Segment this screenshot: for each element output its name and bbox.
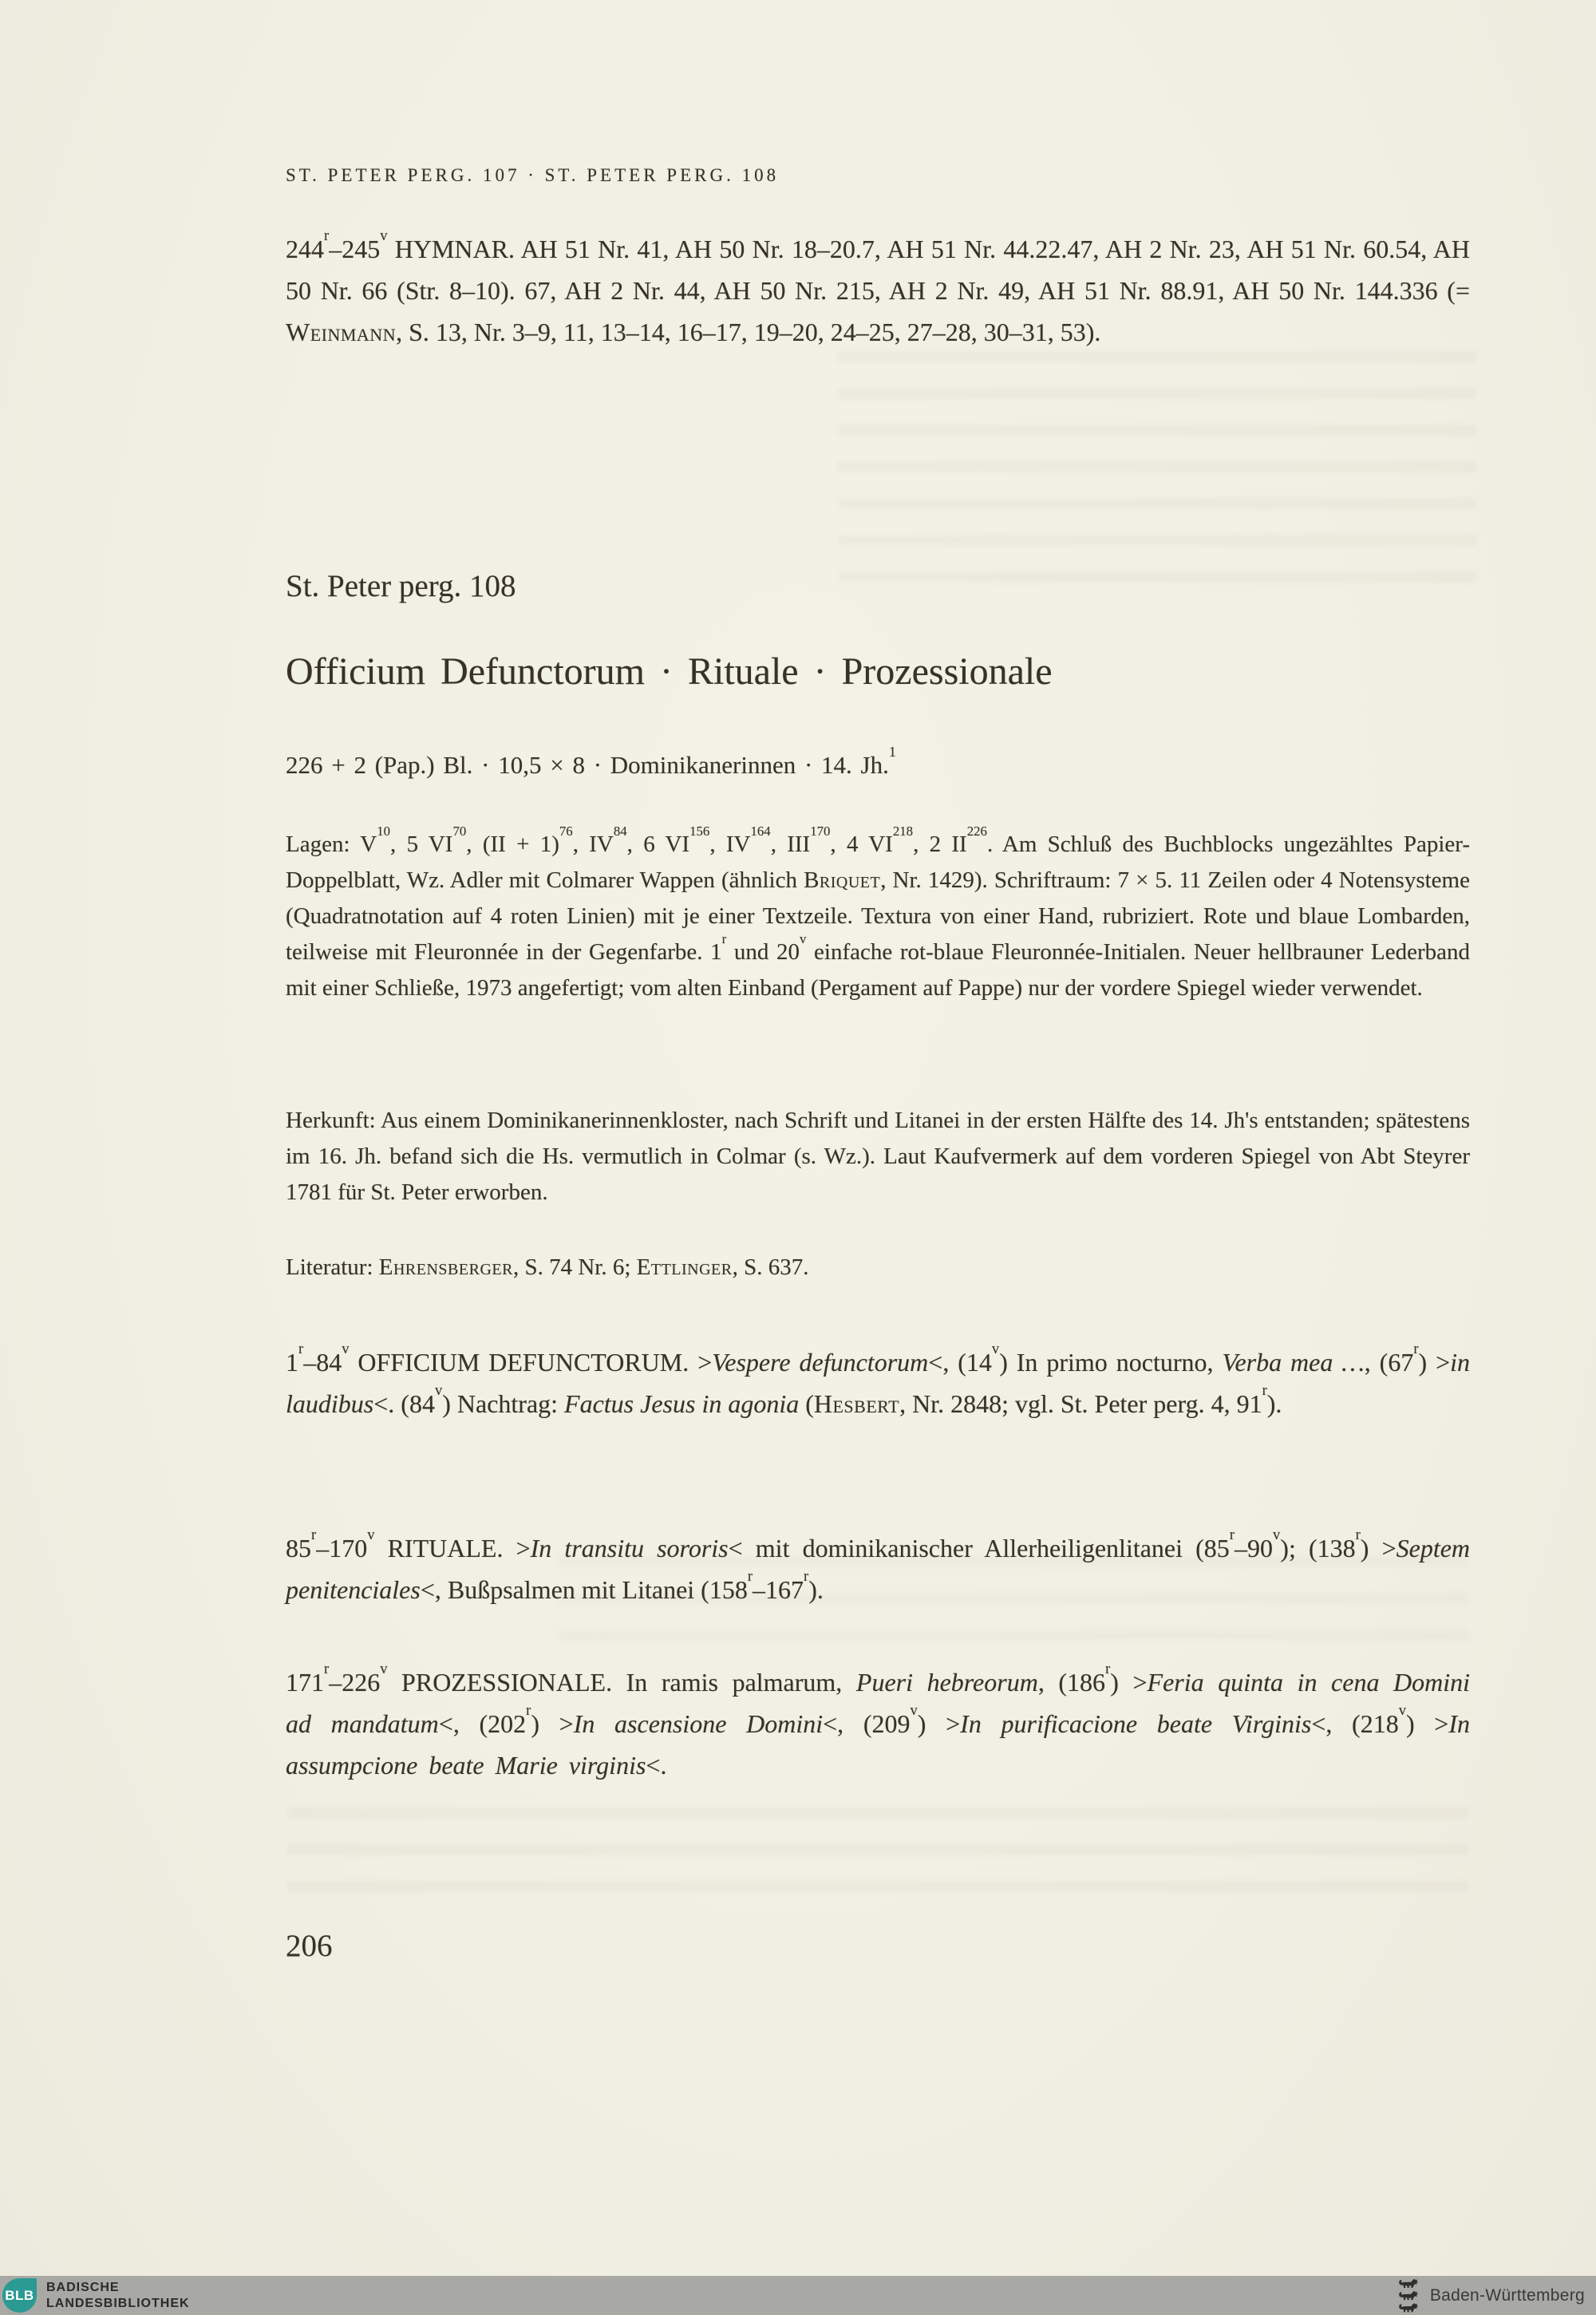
paragraph-literatur: Literatur: Ehrensberger, S. 74 Nr. 6; Ettlinger, S. 637. (286, 1254, 809, 1280)
state-label: Baden-Württemberg (1429, 2285, 1585, 2305)
paragraph-lagen: Lagen: $V^{10}$, 5 VI$^{70}$, (II + 1)$^{76}$, IV$^{84}$, 6 VI$^{156}$, IV$^{164}$, III$^{170}$, 4 VI$^{218}$, 2 II$^{226}$. Am Schluß des Buchblocks ungezähltes Papier-Doppelblatt, Wz. Adler mit Colmarer Wappen (ähnlich Briquet, Nr. 1429). Schriftraum: 7 × 5. 11 Zeilen oder 4 Notensysteme (Quadratnotation auf 4 roten Linien) mit je einer Textzeile. Textura von einer Hand, rubriziert. Rote und blaue Lombarden, teilweise mit Fleuronnée in der Gegenfarbe. 1$^r$ und 20$^v$ einfache rot-blaue Fleuronnée-Initialen. Neuer hellbrauner Lederband mit einer Schließe, 1973 angefertigt; vom alten Einband (Pergament auf Pappe) nur der vordere Spiegel wieder verwendet. (286, 824, 1471, 1001)
page-bleedthrough (287, 1807, 1468, 1903)
paragraph-prozessionale: 171$^r$–226$^v$ PROZESSIONALE. In ramis palmarum, Pueri hebreorum, $(186^r)$ >Feria quinta in cena Domini ad mandatum<, $(202^r) >In$ ascensione Domini<, $(209^v) >In$ purificacione beate Virginis<, $(218^v) >In$ assumpcione beate Marie virginis<. (286, 1661, 1471, 1780)
signature-heading: St. Peter perg. 108 (286, 569, 516, 603)
library-name (46, 2280, 190, 2312)
footer-bar (0, 2276, 1596, 2315)
state-logo-group (1398, 2276, 1585, 2315)
blb-logo (2, 2278, 37, 2313)
page-bleedthrough (838, 351, 1476, 591)
library-name-line1: BADISCHE (46, 2281, 120, 2294)
paragraph-herkunft: Herkunft: Aus einem Dominikanerinnenkloster, nach Schrift und Litanei in der ersten Hälfte des 14. Jh's entstanden; spätestens im 16. Jh. befand sich die Hs. vermutlich in Colmar (s. Wz.). Laut Kaufvermerk auf dem vorderen Spiegel von Abt Steyrer 1781 für St. Peter erworben. (286, 1108, 1470, 1205)
paragraph-hymnar: 244$^r$–245$^v$ HYMNAR. AH 51 Nr. 41, AH 50 Nr. 18–20.7, AH 51 Nr. 44.22.47, AH 2 Nr. 23, AH 51 Nr. 60.54, AH 50 Nr. 66 (Str. 8–10). 67, AH 2 Nr. 44, AH 50 Nr. 215, AH 2 Nr. 49, AH 51 Nr. 88.91, AH 50 Nr. 144.336 (= Weinmann, S. 13, Nr. 3–9, 11, 13–14, 16–17, 19–20, 24–25, 27–28, 30–31, 53). (286, 227, 1470, 346)
entry-title: Officium Defunctorum · Rituale · Prozessionale (286, 650, 1053, 693)
library-name-line2: LANDESBIBLIOTHEK (46, 2297, 190, 2310)
page-number: 206 (286, 1929, 333, 1963)
paragraph-rituale: 85$^r$–170$^v$ RITUALE. >In transitu sororis< mit dominikanischer Allerheiligenlitanei (85$^r$–90$^v$); $(138^r)$ >Septem penitenciales<, Bußpsalmen mit Litanei (158$^r$–167$^r$). (286, 1527, 1471, 1604)
paragraph-officium: 1$^r$–84$^v$ OFFICIUM DEFUNCTORUM. >Vespere defunctorum<, (14$^v$) In primo nocturno, Verba mea …, $(67^r) >in$ laudibus<. (84$^v$) Nachtrag: Factus Jesus in agonia (Hesbert, Nr. 2848; vgl. St. Peter perg. 4, 91$^r$). (286, 1341, 1471, 1418)
running-header: ST. PETER PERG. 107 · ST. PETER PERG. 108 (286, 165, 780, 185)
format-line: 226 + 2 (Pap.) Bl. · 10,5 × 8 · Dominikanerinnen · 14. Jh.$^1$ (286, 743, 896, 779)
blb-logo-label: BLB (5, 2287, 34, 2303)
baden-wuerttemberg-lions-icon (1398, 2278, 1420, 2313)
